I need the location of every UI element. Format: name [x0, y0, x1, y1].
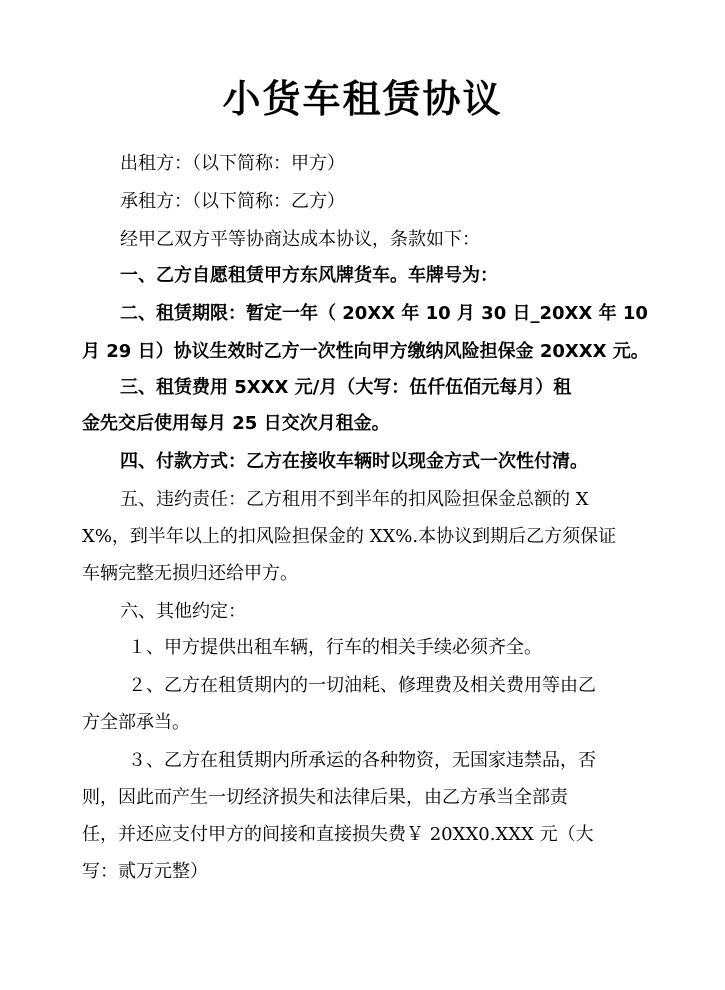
- clause-4: 四、付款方式：乙方在接收车辆时以现金方式一次性付清。: [120, 451, 588, 472]
- clause-1: 一、乙方自愿租赁甲方东风牌货车。车牌号为：: [120, 265, 498, 286]
- clause-5-line-2: X%，到半年以上的扣风险担保金的 XX%.本协议到期后乙方须保证: [82, 526, 617, 547]
- clause-6-item-3-line-2: 则，因此而产生一切经济损失和法律后果，由乙方承当全部责: [82, 787, 568, 808]
- clause-3-line-2: 金先交后使用每月 25 日交次月租金。: [82, 413, 390, 434]
- clause-3-line-1: 三、租赁费用 5XXX 元/月（大写：伍仟伍佰元每月）租: [120, 377, 572, 398]
- clause-6-item-2-line-1: ２、乙方在租赁期内的一切油耗、修理费及相关费用等由乙: [128, 675, 596, 696]
- clause-2-line-1: 二、租赁期限：暂定一年（ 20XX 年 10 月 30 日_20XX 年 10: [120, 303, 648, 324]
- clause-6-item-3-line-1: ３、乙方在租赁期内所承运的各种物资，无国家违禁品，否: [128, 750, 596, 771]
- clause-5-line-1: 五、违约责任：乙方租用不到半年的扣风险担保金总额的 X: [120, 489, 589, 510]
- clause-2-line-2: 月 29 日）协议生效时乙方一次性向甲方缴纳风险担保金 20XXX 元。: [82, 341, 649, 362]
- clause-6-item-2-line-2: 方全部承当。: [82, 712, 190, 733]
- clause-6-item-3-line-3: 任，并还应支付甲方的间接和直接损失费￥ 20XX0.XXX 元（大: [82, 824, 594, 845]
- clause-5-line-3: 车辆完整无损归还给甲方。: [82, 563, 298, 584]
- intro-line: 经甲乙双方平等协商达成本协议，条款如下：: [120, 229, 480, 250]
- document-title: 小货车租赁协议: [222, 77, 503, 121]
- clause-6-item-3-line-4: 写：贰万元整）: [82, 861, 208, 882]
- clause-6-item-1: １、甲方提供出租车辆，行车的相关手续必须齐全。: [128, 637, 542, 658]
- clause-6-heading: 六、其他约定：: [120, 601, 246, 622]
- lessor-line: 出租方：（以下简称：甲方）: [120, 153, 345, 174]
- lessee-line: 承租方：（以下简称：乙方）: [120, 191, 345, 212]
